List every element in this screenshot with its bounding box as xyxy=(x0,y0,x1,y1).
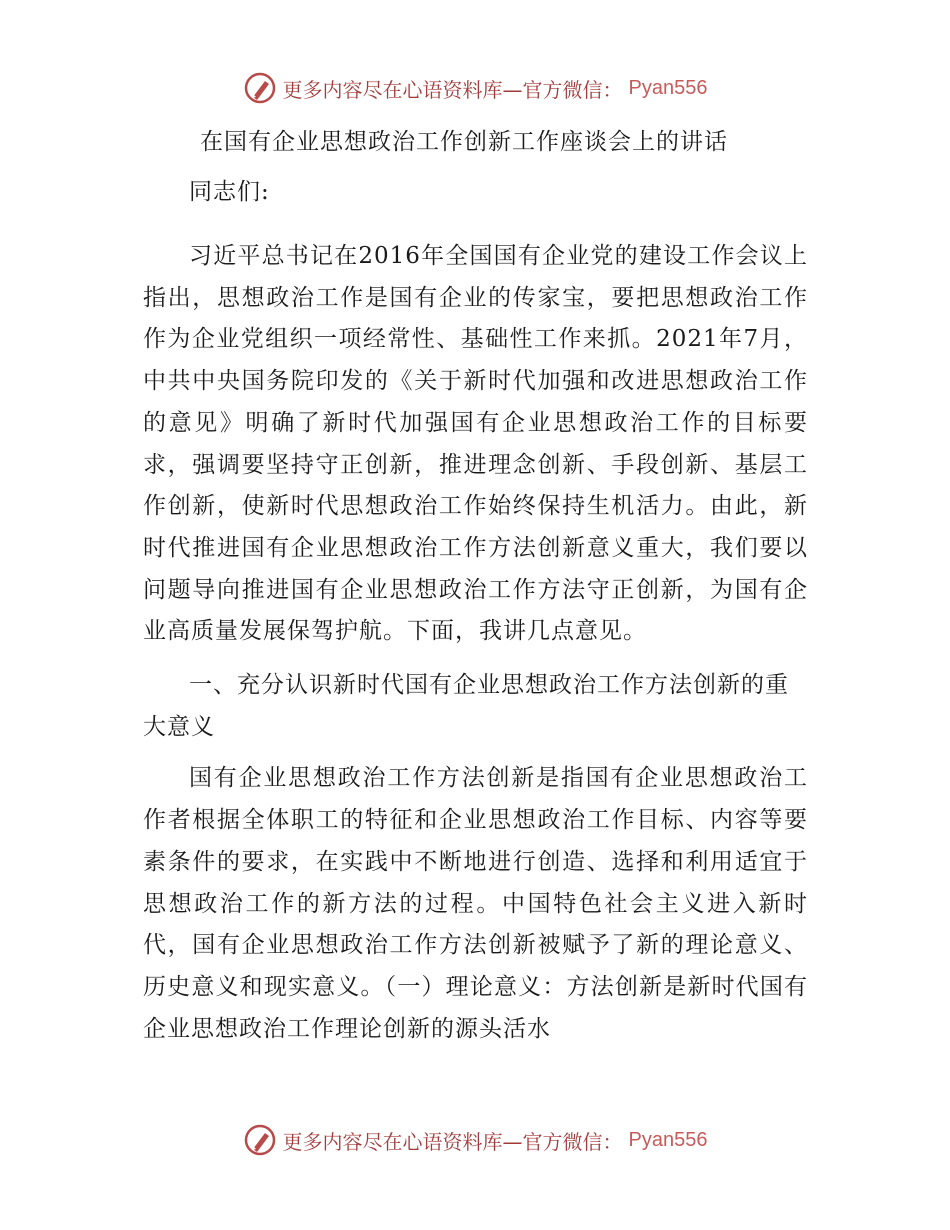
section-heading-1: 一、充分认识新时代国有企业思想政治工作方法创新的重大意义 xyxy=(143,672,789,740)
watermark-footer xyxy=(0,1120,950,1160)
watermark-text: 更多内容尽在心语资料库—官方微信： xyxy=(282,1129,623,1154)
document-title: 在国有企业思想政治工作创新工作座谈会上的讲话 xyxy=(200,129,728,155)
document-body xyxy=(143,120,808,1050)
watermark-text: 更多内容尽在心语资料库—官方微信： xyxy=(282,77,623,102)
paragraph-section-1: 国有企业思想政治工作方法创新是指国有企业思想政治工作者根据全体职工的特征和企业思想政治工作目标、内容等要素条件的要求，在实践中不断地进行创造、选择和利用适宜于思想政治工作的新方法的过程。中国特色社会主义进入新时代，国有企业思想政治工作方法创新被赋予了新的理论意义、历史意义和现实意义。（一）理论意义：方法创新是新时代国有企业思想政治工作理论创新的源头活水 xyxy=(143,765,808,1042)
salutation: 同志们: xyxy=(189,179,270,205)
watermark-header xyxy=(0,68,950,108)
pen-logo-icon xyxy=(243,1123,277,1157)
watermark-wechat-id: Pyan556 xyxy=(628,1128,708,1151)
paragraph-intro: 习近平总书记在2016年全国国有企业党的建设工作会议上指出，思想政治工作是国有企业的传家宝，要把思想政治工作作为企业党组织一项经常性、基础性工作来抓。2021年7月，中共中央国务院印发的《关于新时代加强和改进思想政治工作的意见》明确了新时代加强国有企业思想政治工作的目标要求，强调要坚持守正创新，推进理念创新、手段创新、基层工作创新，使新时代思想政治工作始终保持生机活力。由此，新时代推进国有企业思想政治工作方法创新意义重大，我们要以问题导向推进国有企业思想政治工作方法守正创新，为国有企业高质量发展保驾护航。下面，我讲几点意见。 xyxy=(143,243,808,645)
pen-logo-icon xyxy=(243,71,277,105)
watermark-wechat-id: Pyan556 xyxy=(628,76,708,99)
